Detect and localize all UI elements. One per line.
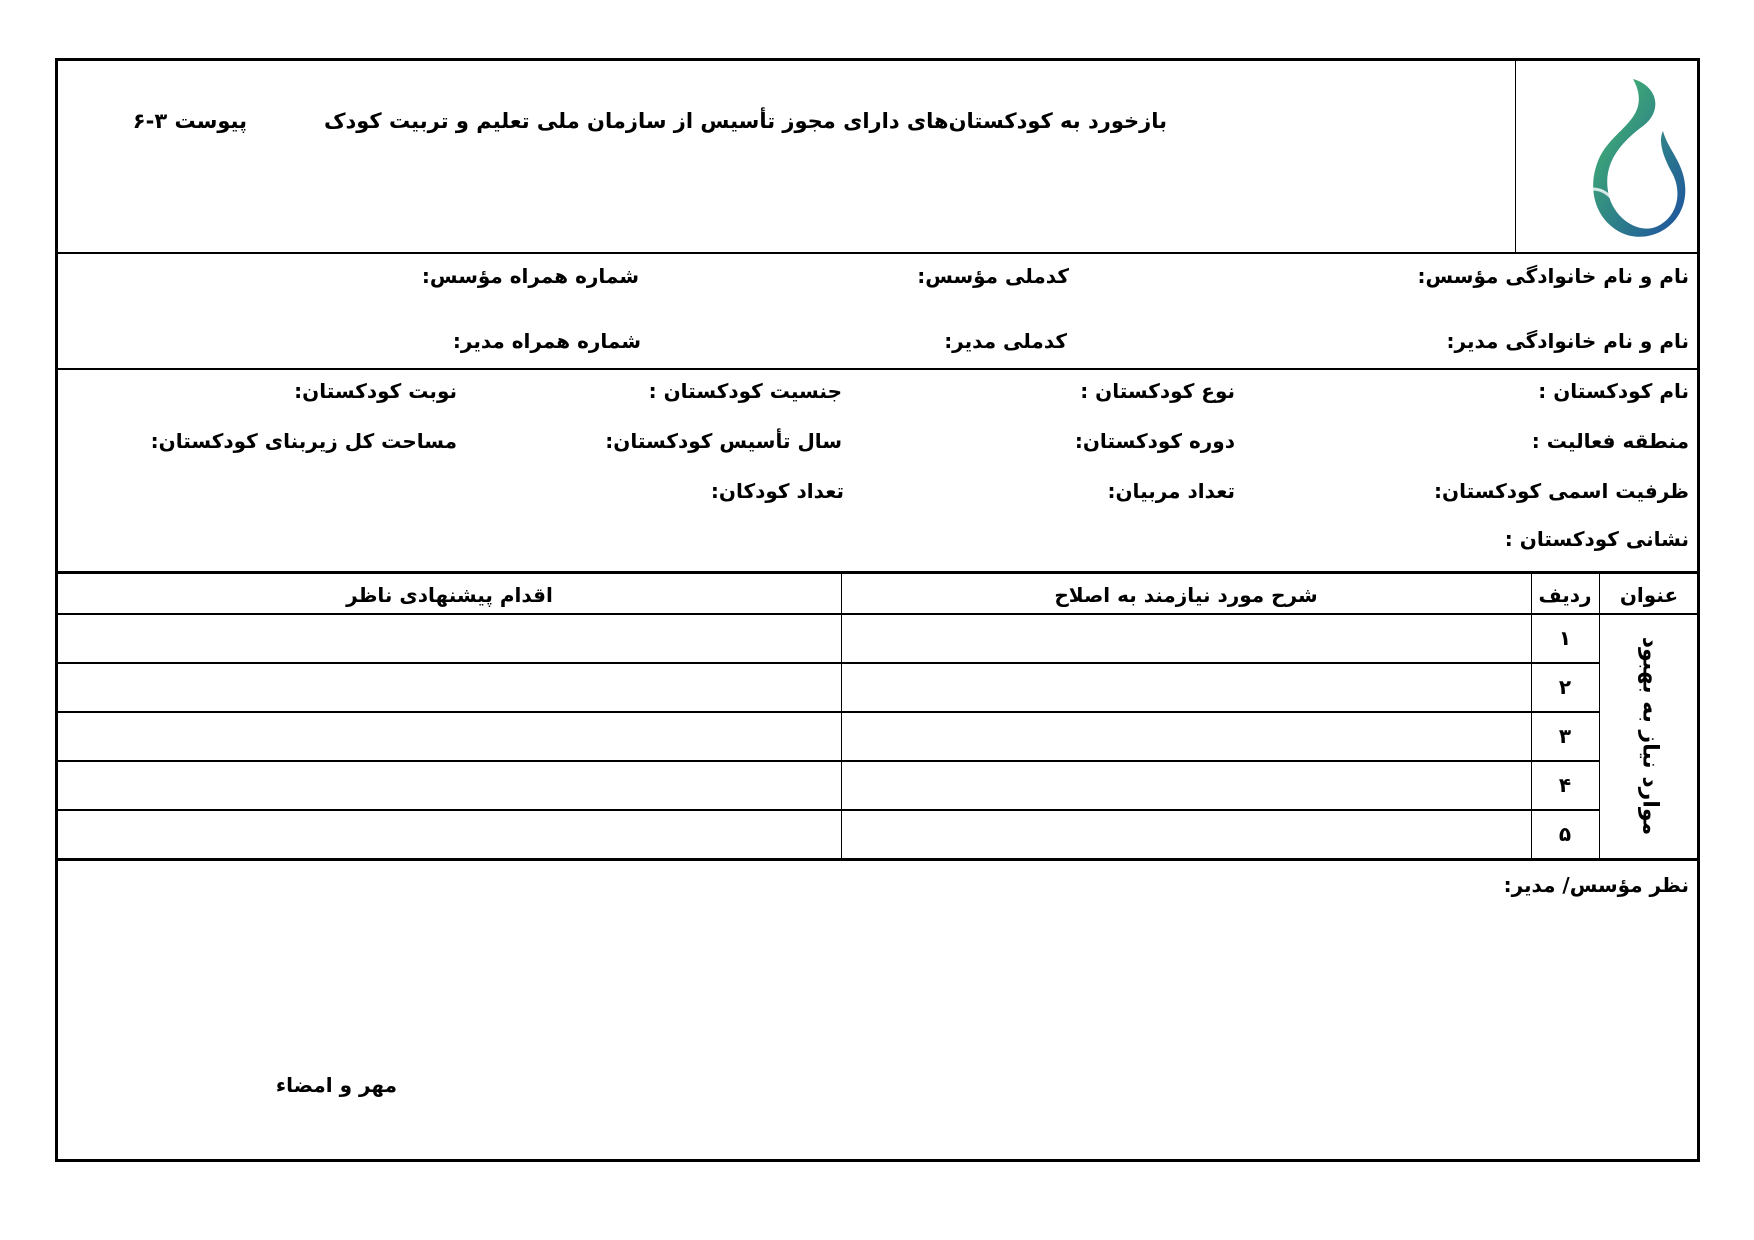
opinion-label: نظر مؤسس/ مدیر:: [1503, 873, 1689, 897]
table-row-line: [58, 809, 1600, 811]
table-col-line: [1599, 572, 1600, 858]
kg-area-label: مساحت کل زیربنای کودکستان:: [150, 429, 457, 453]
table-row-line: [58, 760, 1600, 762]
kg-founded-year-label: سال تأسیس کودکستان:: [605, 429, 842, 453]
form-frame: [55, 58, 1700, 1162]
table-header-line: [58, 613, 1697, 615]
row-number: ۵: [1558, 822, 1572, 846]
kg-period-label: دوره کودکستان:: [1074, 429, 1235, 453]
founder-divider: [58, 368, 1697, 370]
row-number-header: ردیف: [1538, 583, 1592, 607]
info-divider: [58, 571, 1697, 574]
row-number: ۳: [1558, 724, 1572, 748]
kg-educators-count-label: تعداد مربیان:: [1107, 479, 1235, 503]
founder-national-code-label: کدملی مؤسس:: [917, 264, 1069, 288]
manager-mobile-label: شماره همراه مدیر:: [452, 329, 641, 353]
logo-icon: [1563, 71, 1693, 241]
table-bottom-line: [58, 858, 1697, 861]
signature-label: مهر و امضاء: [275, 1073, 397, 1097]
appendix-label: پیوست ۳-۶: [132, 109, 247, 133]
action-header: اقدام پیشنهادی ناظر: [346, 583, 553, 607]
subject-header: عنوان: [1619, 583, 1679, 607]
form-title: بازخورد به کودکستان‌های دارای مجوز تأسیس از سازمان ملی تعلیم و تربیت کودک: [323, 109, 1167, 133]
kg-type-label: نوع کودکستان :: [1080, 379, 1235, 403]
kg-children-count-label: تعداد کودکان:: [710, 479, 844, 503]
row-number: ۱: [1558, 626, 1572, 650]
founder-mobile-label: شماره همراه مؤسس:: [421, 264, 639, 288]
subject-label: موارد نیاز به بهبود: [1637, 636, 1663, 836]
manager-name-label: نام و نام خانوادگی مدیر:: [1446, 329, 1689, 353]
header-divider: [58, 252, 1697, 254]
kg-address-label: نشانی کودکستان :: [1504, 527, 1689, 551]
founder-name-label: نام و نام خانوادگی مؤسس:: [1417, 264, 1689, 288]
description-header: شرح مورد نیازمند به اصلاح: [1054, 583, 1318, 607]
subject-cell: [1625, 636, 1675, 836]
logo-divider: [1515, 61, 1516, 253]
table-row-line: [58, 711, 1600, 713]
kg-shift-label: نوبت کودکستان:: [294, 379, 457, 403]
kg-name-label: نام کودکستان :: [1538, 379, 1689, 403]
kg-capacity-label: ظرفیت اسمی کودکستان:: [1434, 479, 1689, 503]
table-col-line: [841, 572, 842, 858]
kg-gender-label: جنسیت کودکستان :: [648, 379, 842, 403]
table-col-line: [1531, 572, 1532, 858]
row-number: ۴: [1558, 773, 1572, 797]
row-number: ۲: [1558, 675, 1572, 699]
kg-region-label: منطقه فعالیت :: [1531, 429, 1689, 453]
table-row-line: [58, 662, 1600, 664]
manager-national-code-label: کدملی مدیر:: [944, 329, 1067, 353]
